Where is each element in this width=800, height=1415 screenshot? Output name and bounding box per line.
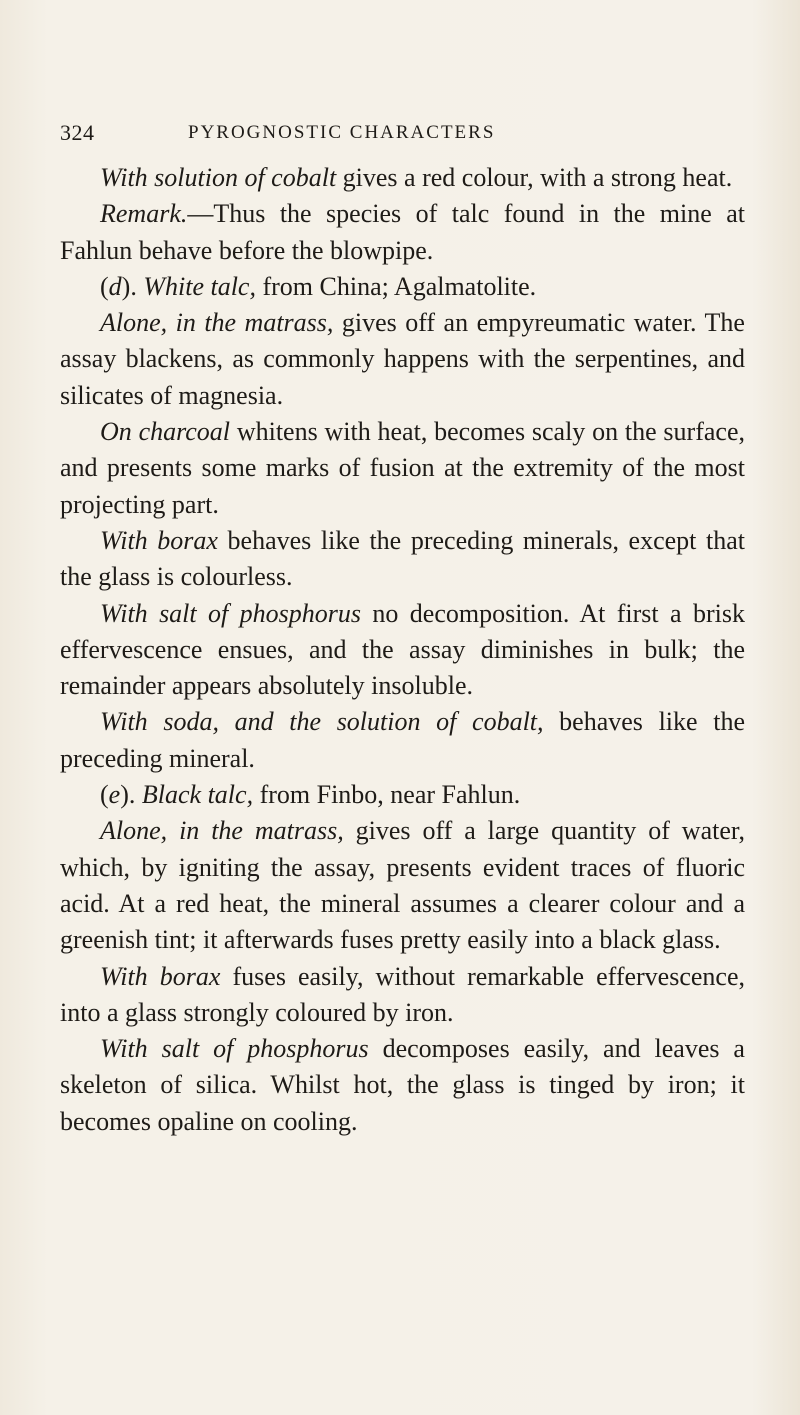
paragraph-cobalt (60, 160, 745, 196)
paragraph-phosphorus-2 (60, 1031, 745, 1140)
paragraph-soda (60, 704, 745, 777)
paragraph-alone-matrass-2 (60, 813, 745, 958)
paragraph-text: decomposes easily, and leaves a skeleton of silica. Whilst hot, the glass is tinged by iron; it becomes opaline on cooling. (60, 1034, 745, 1136)
paragraph-lead: With salt of phosphorus (100, 598, 362, 628)
paragraph-lead: Black talc, (141, 780, 254, 810)
paragraph-text: from China; Agalmatolite. (255, 271, 537, 301)
paragraph-text: —Thus the species of talc found in the mine at Fahlun behave before the blowpipe. (60, 199, 745, 265)
paragraph-lead: On charcoal (100, 417, 231, 447)
paragraph-lead: With borax (100, 961, 221, 991)
page-header (60, 120, 740, 150)
paragraph-lead: Alone, in the matrass, (100, 308, 334, 338)
paragraph-text: behaves like the preceding minerals, except that the glass is colourless. (60, 525, 745, 592)
page-body (60, 160, 745, 1140)
paragraph-borax-2 (60, 959, 745, 1032)
paragraph-text: behaves like the preceding mineral. (60, 707, 745, 773)
paragraph-lead: With soda, and the solution of cobalt, (100, 707, 544, 737)
paragraph-text: no decomposition. At first a brisk effervescence ensues, and the assay diminishes in bulk; the remainder appears absolutely insoluble. (60, 598, 745, 701)
paragraph-white-talc: (d). White talc, from China; Agalmatolite. (100, 271, 537, 301)
paragraph-remark (60, 196, 745, 269)
paragraph-phosphorus (60, 596, 745, 705)
paragraph-lead: White talc, (143, 271, 256, 301)
page-number: 324 (60, 120, 95, 145)
paragraph-text: whitens with heat, becomes scaly on the surface, and presents some marks of fusion at the extremity of the most projecting part. (60, 417, 745, 519)
paragraph-text: from Finbo, near Fahlun. (253, 780, 521, 810)
running-head: PYROGNOSTIC CHARACTERS (188, 122, 496, 143)
section-letter-d: d (108, 271, 122, 301)
paragraph-alone-matrass (60, 305, 745, 414)
paragraph-text: gives off an empyreumatic water. The assay blackens, as commonly happens with the serpentines, and silicates of magnesia. (60, 308, 745, 410)
paragraph-text: gives a red colour, with a strong heat. (336, 163, 733, 192)
paragraph-lead: With solution of cobalt (100, 163, 337, 192)
paragraph-black-talc: (e). Black talc, from Finbo, near Fahlun. (100, 780, 521, 810)
paragraph-borax (60, 523, 745, 596)
paragraph-text: gives off a large quantity of water, which, by igniting the assay, presents evident traces of fluoric acid. At a red heat, the mineral assumes a clearer colour and a greenish tint; it afterwards fuses pretty easily into a black glass. (60, 816, 745, 955)
paragraph-text: fuses easily, without remarkable effervescence, into a glass strongly coloured by iron. (60, 961, 745, 1027)
paragraph-lead: With salt of phosphorus (100, 1034, 369, 1064)
paragraph-lead: With borax (100, 525, 218, 555)
paragraph-charcoal (60, 414, 745, 523)
paragraph-lead: Alone, in the matrass, (100, 816, 344, 846)
paragraph-lead: Remark. (100, 199, 188, 229)
section-letter-e: e (108, 780, 121, 810)
